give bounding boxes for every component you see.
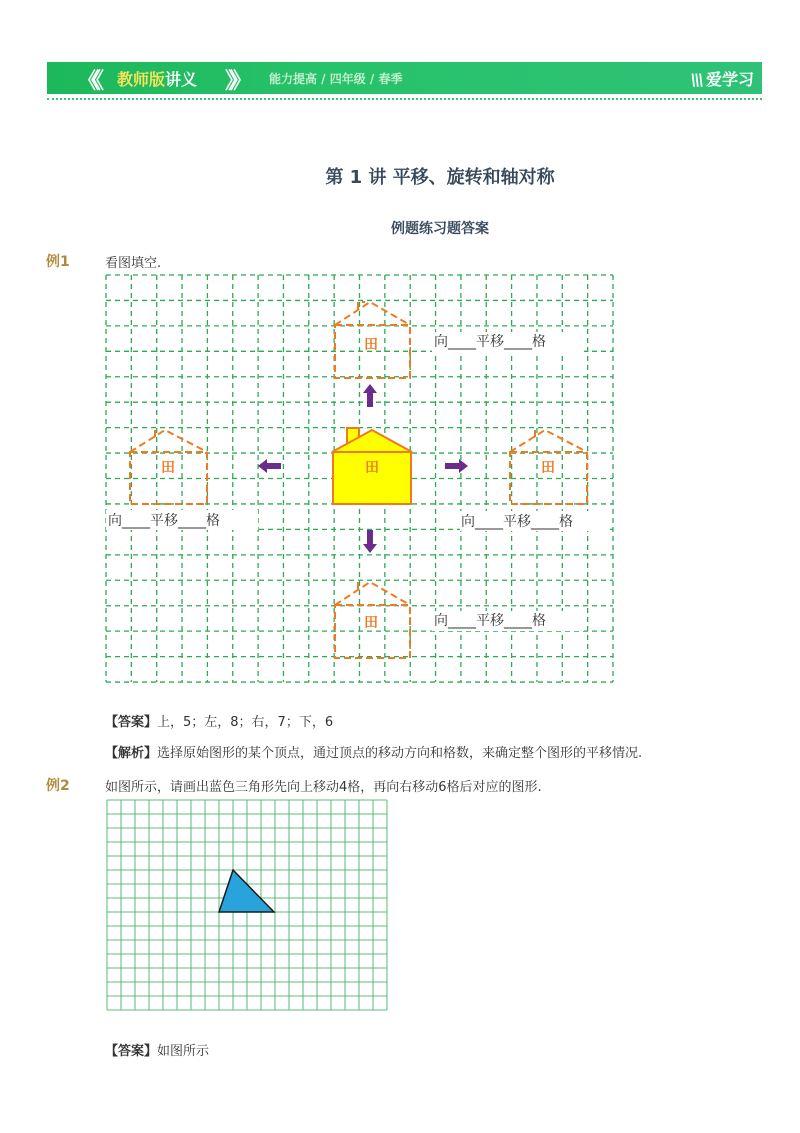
breadcrumb: 能力提高 / 四年级 / 春季	[269, 72, 403, 86]
example2-answer: 【答案】如图所示	[105, 1044, 210, 1059]
arrow-left-icon	[258, 459, 281, 473]
house-right-window: 田	[541, 460, 555, 476]
example1-analysis: 【解析】选择原始图形的某个顶点，通过顶点的移动方向和格数，来确定整个图形的平移情况.	[105, 746, 643, 761]
blank-top: 向____平移____格	[434, 334, 546, 350]
arrow-up-icon	[363, 384, 377, 407]
blank-left: 向____平移____格	[108, 513, 220, 529]
example1-answer: 【答案】上，5；左，8；右，7；下，6	[105, 715, 334, 730]
arrow-down-icon	[363, 530, 377, 553]
logo-mark-icon: \\\	[690, 70, 702, 89]
lecture-title: 第 1 讲 平移、旋转和轴对称	[325, 167, 555, 188]
house-bottom-window: 田	[364, 615, 378, 631]
house-center-window: 田	[365, 460, 379, 476]
double-chevron-right-icon: 》》	[225, 69, 247, 94]
blank-bottom: 向____平移____格	[434, 613, 546, 629]
arrow-right-icon	[445, 459, 468, 473]
blue-triangle	[219, 870, 274, 912]
double-chevron-left-icon: 《《	[77, 69, 99, 94]
house-top-window: 田	[364, 337, 378, 353]
house-left-window: 田	[161, 460, 175, 476]
example2-prompt: 如图所示，请画出蓝色三角形先向上移动4格，再向右移动6格后对应的图形.	[105, 780, 542, 795]
teacher-edition-label: 教师版讲义	[117, 70, 198, 89]
example2-label: 例2	[46, 778, 70, 794]
brand-logo: \\\ 爱学习	[690, 70, 754, 89]
example1-prompt: 看图填空.	[105, 256, 162, 271]
example1-label: 例1	[46, 254, 70, 270]
section-title: 例题练习题答案	[391, 221, 489, 237]
blank-right: 向____平移____格	[461, 514, 573, 530]
